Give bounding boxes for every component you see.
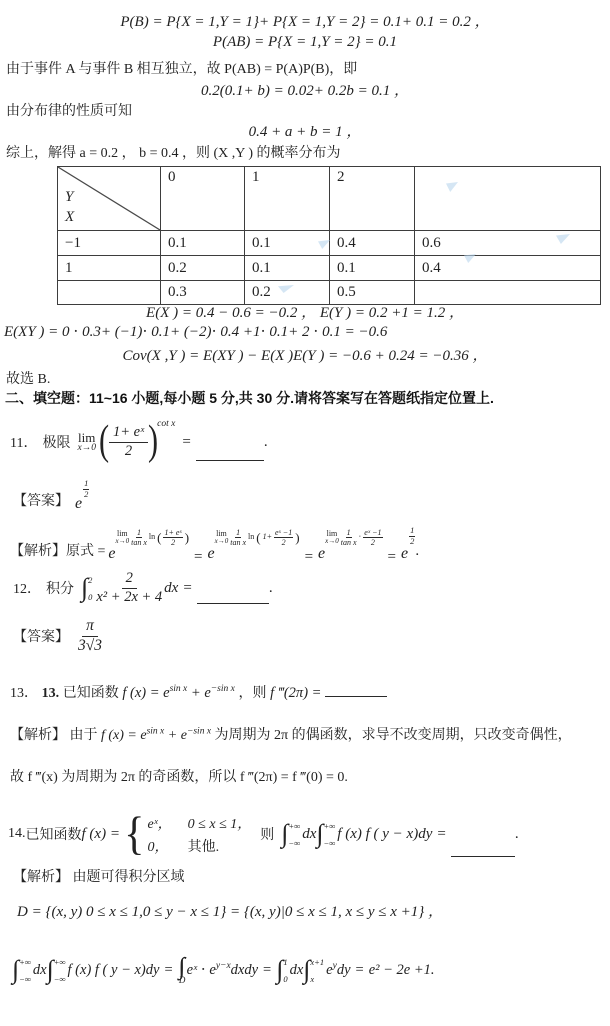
q12-number: 12．: [13, 582, 41, 597]
q14-number: 14.: [8, 826, 26, 841]
fraction: $\frac{2}{\text{x² + 2x + 4}}$: [96, 570, 163, 605]
row-label-x-neg1: −1: [58, 231, 161, 256]
table-cell: 0.1: [245, 231, 330, 256]
left-paren: (: [98, 418, 109, 465]
table-header-y1: 1: [245, 167, 330, 231]
table-cell: 0.1: [245, 256, 330, 281]
e-term-2: e lim x→0 1 tan x ln ( 1+ $\frac{\text{eˣ −1}}{2}$ ): [207, 527, 300, 562]
analysis-label: 【解析】: [10, 728, 66, 743]
e-result: e 1 2: [400, 525, 415, 562]
integral-inf: ∫ +∞ −∞: [316, 819, 336, 848]
text-distribution-property: 由分布律的性质可知: [6, 104, 132, 119]
double-integral-D: D: [178, 975, 186, 985]
q12-label: 积分: [46, 582, 74, 597]
limit-operator: lim x→0: [77, 429, 96, 453]
pi-over-3root3: $\frac{\pi}{3√3}$: [78, 616, 103, 654]
solution-14-domain: D = {(x, y) 0 ≤ x ≤ 1,0 ≤ y − x ≤ 1} = {(x, y)|0 ≤ x ≤ 1, x ≤ y ≤ x +1} ，: [17, 904, 444, 920]
table-cell: 0.4: [415, 256, 601, 281]
text-conclusion: 综上，解得 a = 0.2 ， b = 0.4 ，则 (X ,Y ) 的概率分布为: [6, 146, 341, 161]
q11-number: 11．: [10, 436, 38, 451]
formula-pab: P(AB) = P{X = 1,Y = 2} = 0.1: [212, 34, 398, 50]
answer-12: [13, 614, 104, 658]
table-cell: 0.3: [161, 281, 245, 305]
e-term-3: e lim x→0 1 tan x ⋅ eˣ −1 2: [318, 527, 382, 562]
answer-blank: [325, 682, 387, 697]
formula-pb: P(B) = P{X = 1,Y = 1}+ P{X = 1,Y = 2} = 0.1+ 0.1 = 0.2 ，: [120, 14, 490, 30]
text-independence: 由于事件 A 与事件 B 相互独立，故 P(AB) = P(A)P(B)，即: [6, 62, 358, 77]
q11-label: 极限: [42, 436, 71, 451]
table-cell: 0.6: [415, 231, 601, 256]
table-cell: 0.4: [330, 231, 415, 256]
cases-brace: {: [124, 807, 145, 860]
answer-11: [13, 478, 89, 514]
formula-cov: Cov(X ,Y ) = E(XY ) − E(X )E(Y ) = −0.6 + 0.24 = −0.36 ，: [122, 348, 488, 364]
probability-distribution-table: [57, 166, 601, 305]
answer-blank: [197, 603, 269, 604]
question-12: 12． 积分 ∫ 2 0 $\frac{2}{\text{x² + 2x + 4}}$ dx = .: [13, 570, 273, 605]
table-cell: 0.2: [161, 256, 245, 281]
integral-0-1: ∫ 1 0: [276, 955, 288, 984]
exponent-1: lim x→0 1 tan x ln ( 1+ eˣ 2 ): [115, 527, 190, 547]
solution-13-line2: 故 f ‴(x) 为周期为 2π 的奇函数，所以 f ‴(2π) = f ‴(0) = 0.: [10, 770, 348, 785]
integral-x-xp1: ∫ x+1 x: [303, 955, 325, 984]
exponent-cotx: cot x: [157, 419, 176, 429]
formula-exy: E(XY ) = 0 ⋅ 0.3+ (−1)⋅ 0.1+ (−2)⋅ 0.4 +1⋅ 0.1+ 2 ⋅ 0.1 = −0.6: [4, 324, 388, 340]
table-header-y0: 0: [161, 167, 245, 231]
question-11: 11． 极限 lim x→0 ( $\frac{\text{1+ eˣ}}{2}$ ) cot x = .: [10, 418, 268, 465]
piecewise-cases: eˣ， 0 ≤ x ≤ 1， 0， 其他.: [147, 816, 252, 855]
table-cell: 0.2: [245, 281, 330, 305]
table-cell: 0.1: [161, 231, 245, 256]
formula-02b: 0.2(0.1+ b) = 0.02+ 0.2b = 0.1 ，: [201, 83, 409, 99]
fraction: $\frac{\text{1+ eˣ}}{2}$: [109, 424, 148, 460]
analysis-label: 【解析】: [13, 870, 69, 885]
formula-ex-ey: E(X ) = 0.4 − 0.6 = −0.2 ， E(Y ) = 0.2 +1 = 1.2 ，: [146, 305, 464, 321]
integral-inf: ∫ +∞ −∞: [46, 955, 66, 984]
table-corner-cell: [58, 167, 161, 231]
exponent-3: lim x→0 1 tan x ⋅ eˣ −1 2: [325, 527, 382, 547]
table-header-y2: 2: [330, 167, 415, 231]
question-14: 14. 已知函数 f (x) = { eˣ， 0 ≤ x ≤ 1， 0， 其他. 则 ∫ +∞ −∞ dx ∫ +∞ −∞ f (x) f ( y − x)dy = .: [8, 807, 519, 860]
section-header-fill-in: 二、填空题：11~16 小题,每小题 5 分,共 30 分.请将答案写在答题纸指定位置上.: [5, 390, 494, 406]
solution-13-line1: 【解析】 由于 f $(x) = e^{sin x} + e^{-sin x}$ 为周期为 2π 的偶函数，求导不改变周期，只改变奇偶性，: [10, 726, 572, 743]
integral-inf: ∫ +∞ −∞: [281, 819, 301, 848]
table-cell: 0.1: [330, 256, 415, 281]
answer-label: 【答案】: [13, 630, 69, 645]
integral-0-2: ∫ 2 0: [81, 573, 93, 602]
col-variable-label: X: [65, 209, 75, 225]
row-label-x-1: 1: [58, 256, 161, 281]
formula-sum-one: 0.4 + a + b = 1 ，: [248, 124, 362, 140]
integral-inf: ∫ +∞ −∞: [12, 955, 31, 984]
table-header-marginal: [415, 167, 601, 231]
row-variable-label: Y: [65, 189, 74, 205]
question-13: 13． 13. 已知函数 f $(x) = e^{sin x} + e^{-sin x}$ ，则 f ‴(2π) =: [10, 682, 387, 702]
right-paren: ): [148, 418, 159, 465]
exponent-2: lim x→0 1 tan x ln ( 1+ $\frac{\text{eˣ −1}}{2}$ ): [214, 527, 300, 547]
q13-number: 13．: [10, 686, 38, 701]
answer-blank: [451, 856, 515, 857]
answer-blank: [196, 460, 264, 461]
e-term-1: e lim x→0 1 tan x ln ( 1+ eˣ 2 ): [108, 527, 190, 562]
analysis-label: 【解析】: [10, 544, 66, 559]
solution-14-intro: 【解析】 由题可得积分区域: [13, 870, 185, 885]
answer-label: 【答案】: [13, 494, 69, 509]
solution-11: 【解析】 原式 = e lim x→0 1 tan x ln ( 1+ eˣ 2 ) = e lim x→0 1 tan x ln ( 1+ $\frac{\text{eˣ −1}}{2}$ ) = e lim x→0 1 tan x ⋅ eˣ −1 2 = e 1 2 .: [10, 525, 420, 565]
solution-14-computation: ∫ +∞ −∞ dx ∫ +∞ −∞ f (x) f ( y − x)dy = D eˣ ⋅ $e^{y-x}dxdy$ = ∫ 1 0 dx ∫ x+1 x $e^ydy$ = e² − 2e +1.: [12, 955, 435, 985]
e-power-half: e 1 2: [75, 478, 89, 512]
table-cell: 0.5: [330, 281, 415, 305]
text-choose-b: 故选 B.: [6, 372, 51, 387]
